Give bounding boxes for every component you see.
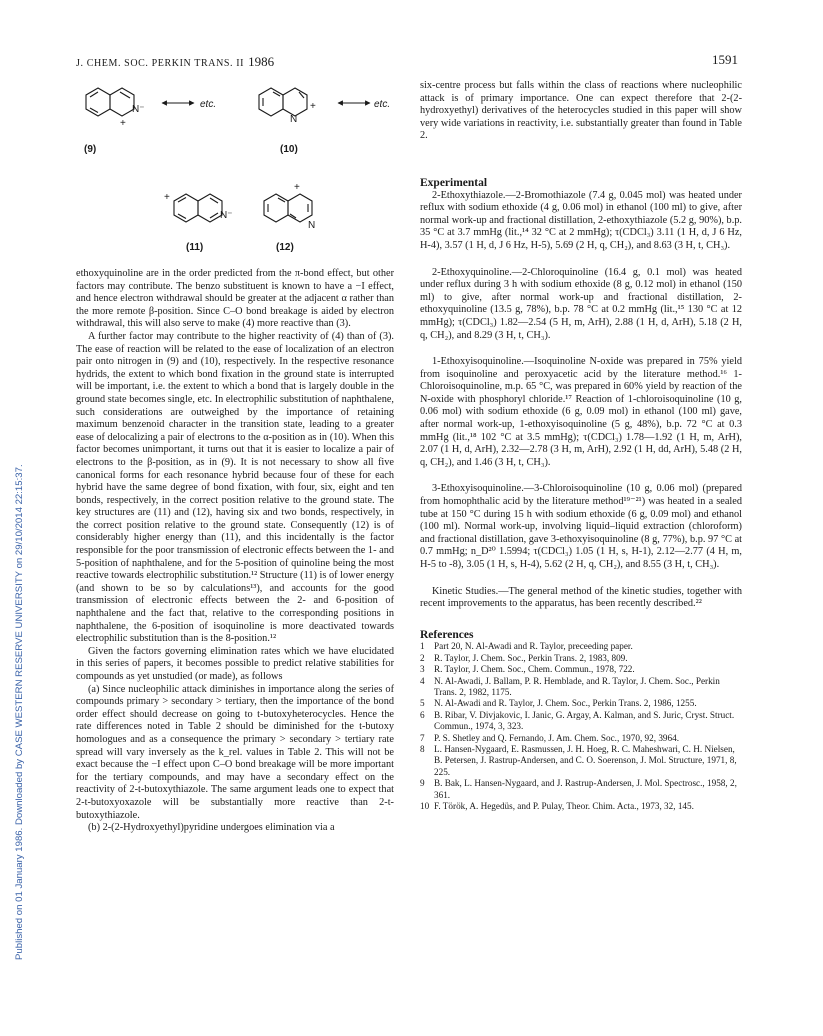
- reference-item: 2 R. Taylor, J. Chem. Soc., Perkin Trans. 2, 1983, 809.: [420, 652, 628, 663]
- n-minus-label-11: N⁻: [220, 210, 233, 221]
- reference-item: 4 N. Al-Awadi, J. Ballam, P. R. Hemblade, and R. Taylor, J. Chem. Soc., Perkin Trans. 2, 1982, 1175.: [420, 675, 720, 697]
- experimental-paragraph: 2-Ethoxyquinoline.—2-Chloroquinoline (16.4 g, 0.1 mol) was heated under reflux during 3 h with sodium ethoxide (8 g, 0.12 mol) in ethanol (150 ml) to give, after normal work-up and fractional distillation, 2-ethoxyquinoline (13.5 g, 78%), b.p. 78 °C at 0.2 mmHg (lit.,¹⁵ 130 °C at 12 mmHg); τ(CDCl₃) 1.82—2.54 (5 H, m, ArH), 2.88 (1 H, d, ArH), 5.18 (2 H, q, CH₂), and 8.29 (3 H, t, CH₃).: [420, 266, 742, 341]
- structure-10: [259, 88, 307, 116]
- label-10: (10): [280, 144, 298, 155]
- reference-item: 5 N. Al-Awadi and R. Taylor, J. Chem. Soc., Perkin Trans. 2, 1986, 1255.: [420, 698, 697, 709]
- plus-label-11: +: [164, 192, 170, 203]
- download-notice: [2, 60, 25, 960]
- plus-label-9: +: [120, 118, 126, 129]
- reference-item: 10 F. Török, A. Hegedüs, and P. Pulay, Theor. Chim. Acta., 1973, 32, 145.: [420, 801, 694, 812]
- etc-label-2: etc.: [374, 99, 391, 110]
- left-paragraph: Given the factors governing elimination rates which we have elucidated in this series of papers, it becomes possible to predict relative stabilities for compounds as yet unstudied (or made), as follows: [76, 645, 394, 682]
- label-9: (9): [84, 144, 97, 155]
- reference-item: 3 R. Taylor, J. Chem. Soc., Chem. Commun., 1978, 722.: [420, 664, 635, 675]
- journal-year: 1986: [248, 54, 275, 69]
- n-label-10: N: [290, 114, 298, 125]
- reference-item: 8 L. Hansen-Nygaard, E. Rasmussen, J. H. Hoeg, R. C. Maheshwari, C. H. Nielsen, B. Petersen, J. Rastrup-Andersen, and C. O. Soerenson, J. Mol. Structure, 1971, 8, 225.: [420, 744, 737, 777]
- left-paragraph: (b) 2-(2-Hydroxyethyl)pyridine undergoes elimination via a: [88, 822, 335, 834]
- experimental-paragraph: 2-Ethoxythiazole.—2-Bromothiazole (7.4 g, 0.045 mol) was heated under reflux with sodium ethoxide (4 g, 0.06 mol) in ethanol (100 ml) to give, after normal work-up and fractional distillation, 2-ethoxythiazole (5.2 g, 90%), b.p. 35 °C at 3.7 mmHg (lit.,¹⁴ 32 °C at 2 mmHg); τ(CDCl₃) 3.11 (1 H, d, J 6 Hz, H-4), 3.57 (1 H, d, J 6 Hz, H-5), 5.69 (2 H, q, CH₂), and 8.63 (3 H, t, CH₃).: [420, 189, 742, 251]
- experimental-paragraph: 3-Ethoxyisoquinoline.—3-Chloroisoquinoline (10 g, 0.06 mol) (prepared from homophthalic acid by the literature method¹⁹⁻²¹) was heated in a sealed tube at 150 °C during 15 h with sodium ethoxide (6 g, 0.09 mol) and ethanol (100 ml). Normal work-up, involving liquid–liquid extraction (chloroform) and fractional distillation, gave 3-ethoxyisoquinoline (8 g, 77%), b.p. 97 °C at 0.7 mmHg; n_D²⁰ 1.5994; τ(CDCl₃) 1.05 (1 H, s, H-1), 2.12—2.77 (4 H, m, H-5 to -8), 3.05 (1 H, s, H-4), 5.62 (2 H, q, CH₂), and 8.55 (3 H, t, CH₃).: [420, 483, 742, 570]
- reference-list: [420, 641, 742, 812]
- right-intro-paragraph: six-centre process but falls within the class of reactions where nucleophilic attack is of primary importance. One can expect therefore that 2-(2-hydroxyethyl) derivatives of the heterocycles studied in this paper will show very wide variations in reactivity, i.e. substantially greater than found in Table 2.: [420, 80, 742, 142]
- structure-11: [174, 194, 222, 222]
- running-header: [76, 54, 274, 70]
- plus-label-10: +: [310, 101, 316, 112]
- resonance-structures-figure: [76, 80, 406, 260]
- page-number: 1591: [712, 52, 738, 67]
- structure-12: [264, 194, 312, 222]
- structure-9: [86, 88, 134, 116]
- journal-name: J. CHEM. SOC. PERKIN TRANS. II: [76, 58, 245, 69]
- n-minus-label-9: N⁻: [132, 104, 145, 115]
- left-paragraph: (a) Since nucleophilic attack diminishes in importance along the series of compounds primary > secondary > tertiary, then the importance of the bond order effect should decrease on going to t-butoxyheterocycles. Hence the rate differences noted in Table 2 should be diminished for the t-butoxy homologues and as a consequence the primary > secondary > tertiary rate spread will vary inversely as the k_rel. values in Table 2. This will not be exact because the −I effect upon C–O bond breakage will be more important for the tertiary compounds, and may have a secondary effect on the reactivity of 2-t-butoxythiazole. The same argument leads one to expect that 2-t-butoxyoxazole will be substantially more reactive than 2-t-butoxythiazole.: [76, 683, 394, 821]
- left-paragraph: ethoxyquinoline are in the order predicted from the π-bond effect, but other factors may contribute. The benzo substituent is known to have a −I effect, and hence electron withdrawal should be greater at the adjacent α rather than the more remote β-position. Since C–O bond breakage is aided by electron withdrawal, this will also serve to make (4) more reactive than (3).: [76, 268, 394, 330]
- left-column: [76, 268, 394, 835]
- label-11: (11): [186, 242, 204, 253]
- experimental-paragraph: Kinetic Studies.—The general method of the kinetic studies, together with recent improvements to the apparatus, has been recently described.²²: [420, 585, 742, 610]
- right-column: [420, 80, 742, 812]
- reference-item: 1 Part 20, N. Al-Awadi and R. Taylor, preceeding paper.: [420, 641, 633, 652]
- etc-label-1: etc.: [200, 99, 217, 110]
- references-heading: References: [420, 628, 474, 641]
- reference-item: 7 P. S. Shetley and Q. Fernando, J. Am. Chem. Soc., 1970, 92, 3964.: [420, 732, 679, 743]
- experimental-paragraph: 1-Ethoxyisoquinoline.—Isoquinoline N-oxide was prepared in 75% yield from isoquinoline and peroxyacetic acid by the literature method.¹⁶ 1-Chloroisoquinoline, m.p. 65 °C, was prepared in 60% yield by reaction of the N-oxide with phosphoryl chloride.¹⁷ Reaction of 1-chloroisoquinoline (10 g, 0.06 mol) with sodium ethoxide (6 g, 0.09 mol) in ethanol (100 ml) gave, after normal work-up, 1-ethoxyisoquinoline (5 g, 48%), b.p. 72 °C at 0.3 mmHg (lit.,¹⁸ 102 °C at 3.5 mmHg); τ(CDCl₃) 1.78—1.92 (1 H, m, ArH), 2.07 (1 H, d, ArH), 2.32—2.78 (3 H, m, ArH), 2.92 (1 H, dd, ArH), 5.48 (2 H, q, CH₂), and 1.46 (3 H, t, CH₃).: [420, 356, 742, 468]
- plus-label-12: +: [294, 182, 300, 193]
- reference-item: 6 B. Ribar, V. Divjakovic, I. Janic, G. Argay, A. Kalman, and S. Juric, Cryst. Struct. Commun., 1974, 3, 323.: [420, 709, 735, 732]
- reference-item: 9 B. Bak, L. Hansen-Nygaard, and J. Rastrup-Andersen, J. Mol. Spectrosc., 1958, 2, 361.: [420, 778, 737, 800]
- left-paragraph: A further factor may contribute to the higher reactivity of (4) than of (3). The ease of reaction will be related to the ease of localization of an electron pair onto nitrogen in (9) and (10), respectively. In the respective resonance hydrids, the extent to which bond fixation in the ground state is interrupted will be important, i.e. the extent to which a bond that is largely double in the ground state becomes single, etc. In electrophilic substitution of naphthalene, such considerations are outweighed by the importance of retaining maximum benzenoid character in the transition state, leading to a greater ease of delocalizing a pair of electrons to the α-position as in (10). When this factor becomes unimportant, it turns out that it is easier to localize a pair of electrons to the β-position, as in (9). It is not necessary to show all five canonical forms for each resonance hybrid because four of these for each hybrid have the same degree of bond fixation, with four, six, eight and ten bonds, respectively, in the correct position relative to the ground state. The key structures are (11) and (12), having six and two bonds, respectively, in the correct position relative to the ground state. Consequently (12) is of considerably higher energy than (11), and this incidentally is the factor responsible for the poor transmission of electronic effects between the 1- and 5-position of naphthalene, and for the 5-position of quinoline being the most reactive towards electrophilic substitution.¹² Structure (11) is of lower energy (and shown to be so by calculations¹³), and accounts for the good transmission of electronic effects between the 2- and 6-position of naphthalene and the fact that, relative to the corresponding positions in naphthalene, the 6-position of isoquinoline is more deactivated towards electrophilic substitution than is the 8-position.¹²: [76, 330, 394, 645]
- n-label-12: N: [308, 220, 316, 231]
- label-12: (12): [276, 242, 294, 253]
- download-notice-text: Published on 01 January 1986. Downloaded by CASE WESTERN RESERVE UNIVERSITY on 29/10/2014 22:15:37.: [14, 464, 25, 960]
- experimental-heading: Experimental: [420, 176, 488, 189]
